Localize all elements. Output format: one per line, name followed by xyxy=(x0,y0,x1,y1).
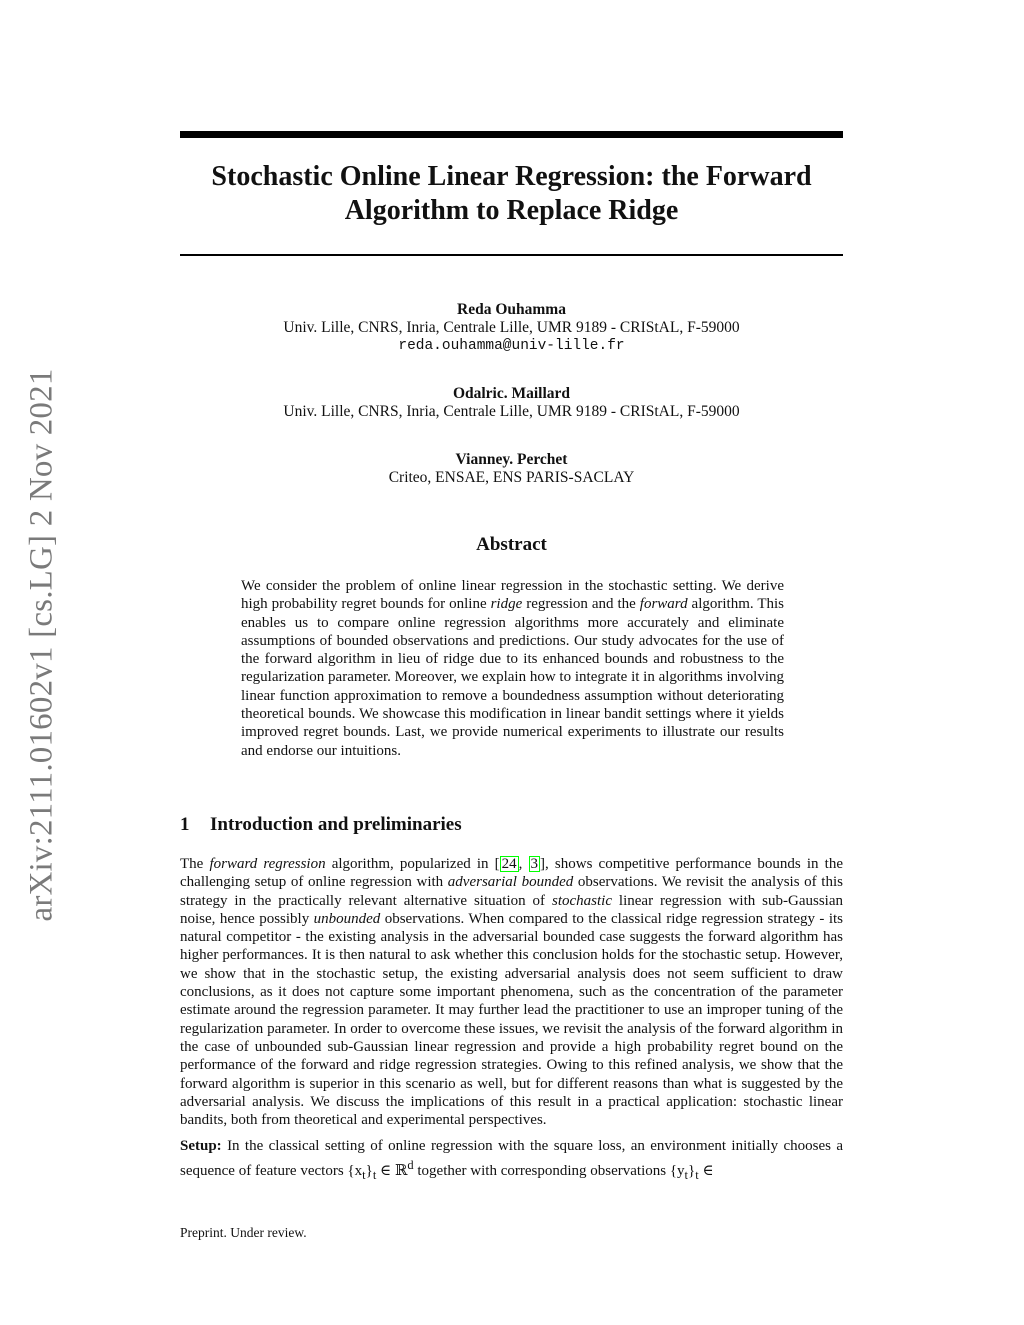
section-heading xyxy=(180,814,462,836)
author-name: Reda Ouhamma xyxy=(457,301,566,318)
author-affiliation: Univ. Lille, CNRS, Inria, Centrale Lille, UMR 9189 - CRIStAL, F-59000 xyxy=(283,403,740,420)
intro-paragraph xyxy=(180,855,843,1129)
math-sub: t xyxy=(684,1167,689,1182)
abstract-heading: Abstract xyxy=(476,534,547,555)
math-part: } xyxy=(688,1162,696,1179)
math-sub: t xyxy=(372,1167,377,1182)
author-affiliation: Criteo, ENSAE, ENS PARIS-SACLAY xyxy=(388,469,635,486)
footer-note: Preprint. Under review. xyxy=(180,1225,307,1240)
paper-title xyxy=(180,160,843,228)
text-segment: observations. When compared to the classical ridge regression strategy - its natural competitor - the existing analysis in the adversarial bounded case suggests the forward algorithm has higher performances. It is then natural to ask whether this conclusion holds for the stochastic setup. However, we show that in the stochastic setup, the existing adversarial analysis does not seem sufficient to draw conclusions, as it does not capture some important phenomena, such as the concentration of the parameter estimate around the regression parameter. It may further lead the practitioner to use an improper tuning of the regularization parameter. In order to overcome these issues, we revisit the analysis of the forward algorithm in the case of unbounded sub-Gaussian linear regression and provide a high probability regret bound on the performance of the forward and ridge regression strategies. Owing to this refined analysis, we show that the forward algorithm is superior in this scenario as well, but for different reasons than what is suggested by the adversarial analysis. We discuss the implications of this result in a practical application: stochastic linear bandits, both from theoretical and experimental perspectives. xyxy=(180,910,844,1129)
setup-label: Setup: xyxy=(180,1138,222,1155)
abstract-emphasis: ridge xyxy=(490,596,523,613)
math-yt xyxy=(669,1162,714,1182)
emphasis: forward regression xyxy=(209,856,326,872)
math-part: ∈ ℝ xyxy=(376,1162,408,1179)
setup-paragraph xyxy=(180,1137,843,1184)
author-name: Odalric. Maillard xyxy=(452,385,571,402)
citation-link[interactable]: 24 xyxy=(501,856,517,872)
section-number: 1 xyxy=(180,814,190,835)
text-segment: together with corresponding observations xyxy=(413,1162,670,1179)
intro-body xyxy=(180,855,843,1184)
text-segment: linear regression with sub-Gaussian noise, hence possibly xyxy=(180,892,843,927)
emphasis: adversarial bounded xyxy=(447,874,574,891)
math-part: ∈ xyxy=(698,1162,714,1179)
text-segment: ], shows competitive performance bounds in the challenging setup of online regression with xyxy=(180,856,843,891)
abstract-segment: algorithm. This enables us to compare online regression algorithms more accurately and eliminate assumptions of bounded observations and predictions. Our study advocates for the use of the forward algorithm in lieu of ridge due to its enhanced bounds and robustness to the regularization parameter. Moreover, we explain how to integrate it in algorithms involving linear function approximation to remove a boundedness assumption without deteriorating theoretical bounds. We showcase this modification in linear bandit settings where it yields improved regret bounds. Last, we provide numerical experiments to illustrate our results and endorse our intuitions. xyxy=(241,596,784,759)
author-affiliation: Univ. Lille, CNRS, Inria, Centrale Lille, UMR 9189 - CRIStAL, F-59000 xyxy=(283,319,740,336)
math-part: } xyxy=(365,1162,373,1179)
abstract-emphasis: forward xyxy=(639,596,688,613)
math-xt xyxy=(347,1157,414,1182)
abstract-segment: regression and the xyxy=(522,596,640,613)
author-email[interactable]: reda.ouhamma@univ-lille.fr xyxy=(398,338,625,354)
text-segment: In the classical setting of online regression with the square loss, an environment initially chooses a sequence of feature vectors xyxy=(180,1138,843,1179)
text-segment: algorithm, popularized in [ xyxy=(325,856,500,872)
author-block-2 xyxy=(180,385,843,421)
text-segment: The xyxy=(180,856,210,872)
math-sub: t xyxy=(362,1167,366,1182)
title-bottom-rule xyxy=(180,254,843,256)
author-name: Vianney. Perchet xyxy=(455,451,568,468)
citation-link[interactable]: 3 xyxy=(530,856,539,872)
section-title: Introduction and preliminaries xyxy=(210,814,462,835)
author-block-1 xyxy=(180,301,843,355)
title-line-2: Algorithm to Replace Ridge xyxy=(344,195,679,226)
text-segment: observations. We revisit the analysis of this strategy in the practically relevant alternative situation of xyxy=(180,874,843,909)
abstract-segment: We consider the problem of online linear regression in the stochastic setting. We derive high probability regret bounds for online xyxy=(241,578,784,613)
arxiv-stamp-text: arXiv:2111.01602v1 [cs.LG] 2 Nov 2021 xyxy=(23,368,60,922)
emphasis: unbounded xyxy=(313,910,381,927)
text-segment: , xyxy=(518,856,529,872)
title-top-rule xyxy=(180,131,843,138)
math-part: {y xyxy=(669,1162,685,1179)
math-sub: t xyxy=(695,1167,699,1182)
abstract-text xyxy=(241,577,784,760)
emphasis: stochastic xyxy=(551,892,612,909)
title-line-1: Stochastic Online Linear Regression: the Forward xyxy=(211,161,812,192)
math-sup: d xyxy=(407,1157,414,1172)
math-part: {x xyxy=(347,1162,363,1179)
author-block-3 xyxy=(180,451,843,487)
